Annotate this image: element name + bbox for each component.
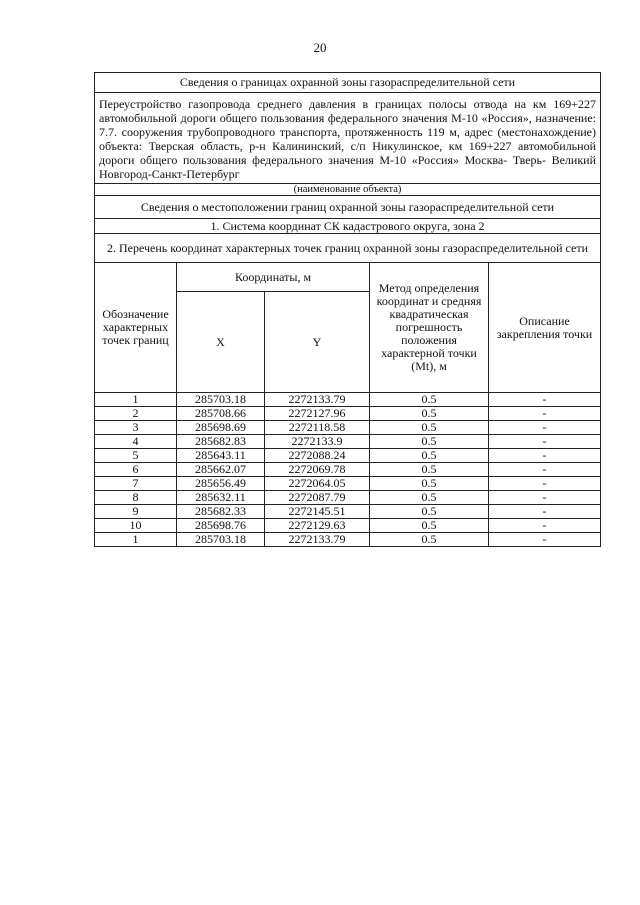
object-caption: (наименование объекта) — [95, 184, 601, 196]
cell-method: 0.5 — [370, 449, 489, 463]
cell-method: 0.5 — [370, 491, 489, 505]
cell-y: 2272088.24 — [265, 449, 370, 463]
cell-method: 0.5 — [370, 393, 489, 407]
cell-x: 285698.76 — [177, 519, 265, 533]
cell-method: 0.5 — [370, 463, 489, 477]
cell-point: 1 — [95, 393, 177, 407]
section-coordinate-system: 1. Система координат СК кадастрового округа, зона 2 — [95, 219, 601, 234]
header-description: Описание закрепления точки — [489, 263, 601, 393]
cell-method: 0.5 — [370, 505, 489, 519]
table-row — [95, 477, 601, 491]
cell-y: 2272118.58 — [265, 421, 370, 435]
cell-x: 285698.69 — [177, 421, 265, 435]
table-title: Сведения о границах охранной зоны газораспределительной сети — [95, 73, 601, 93]
cell-y: 2272133.9 — [265, 435, 370, 449]
header-point: Обозначение характерных точек границ — [95, 263, 177, 393]
cell-point: 3 — [95, 421, 177, 435]
cell-x: 285662.07 — [177, 463, 265, 477]
cell-description: - — [489, 435, 601, 449]
cell-y: 2272127.96 — [265, 407, 370, 421]
cell-point: 10 — [95, 519, 177, 533]
cell-y: 2272133.79 — [265, 533, 370, 547]
object-description: Переустройство газопровода среднего давления в границах полосы отвода на км 169+227 автомобильной дороги общего пользования федерального значения М-10 «Россия», назначение: 7.7. сооружения трубопроводного транспорта, протяженность 119 м, адрес (местонахождение) объекта: Тверская область, р-н Калининский, с/п Никулинское, км 169+227 автомобильной дороги общего пользования федерального значения М-10 «Россия» Москва- Тверь- Великий Новгород-Санкт-Петербург — [95, 93, 601, 184]
cell-x: 285682.83 — [177, 435, 265, 449]
cell-y: 2272064.05 — [265, 477, 370, 491]
header-coordinates: Координаты, м — [177, 263, 370, 292]
cell-description: - — [489, 505, 601, 519]
cell-y: 2272087.79 — [265, 491, 370, 505]
boundary-table — [94, 72, 601, 547]
cell-x: 285708.66 — [177, 407, 265, 421]
table-row — [95, 463, 601, 477]
cell-y: 2272145.51 — [265, 505, 370, 519]
cell-description: - — [489, 393, 601, 407]
cell-method: 0.5 — [370, 435, 489, 449]
cell-description: - — [489, 491, 601, 505]
table-row — [95, 393, 601, 407]
cell-method: 0.5 — [370, 477, 489, 491]
cell-point: 8 — [95, 491, 177, 505]
table-row — [95, 449, 601, 463]
table-row — [95, 435, 601, 449]
table-row — [95, 519, 601, 533]
cell-point: 6 — [95, 463, 177, 477]
cell-y: 2272133.79 — [265, 393, 370, 407]
cell-description: - — [489, 449, 601, 463]
cell-x: 285632.11 — [177, 491, 265, 505]
cell-description: - — [489, 421, 601, 435]
cell-point: 9 — [95, 505, 177, 519]
cell-x: 285656.49 — [177, 477, 265, 491]
section-points-list: 2. Перечень координат характерных точек границ охранной зоны газораспределительной сети — [95, 234, 601, 263]
cell-x: 285682.33 — [177, 505, 265, 519]
table-row — [95, 421, 601, 435]
cell-point: 5 — [95, 449, 177, 463]
cell-description: - — [489, 533, 601, 547]
header-x: X — [177, 292, 265, 393]
cell-point: 2 — [95, 407, 177, 421]
page-number: 20 — [313, 40, 327, 55]
table-row — [95, 491, 601, 505]
cell-point: 4 — [95, 435, 177, 449]
cell-description: - — [489, 463, 601, 477]
header-method: Метод определения координат и средняя квадратическая погрешность положения характерной точки (Mt), м — [370, 263, 489, 393]
cell-x: 285703.18 — [177, 393, 265, 407]
cell-method: 0.5 — [370, 519, 489, 533]
cell-description: - — [489, 477, 601, 491]
table-row — [95, 505, 601, 519]
cell-y: 2272069.78 — [265, 463, 370, 477]
cell-method: 0.5 — [370, 421, 489, 435]
cell-description: - — [489, 407, 601, 421]
cell-description: - — [489, 519, 601, 533]
header-y: Y — [265, 292, 370, 393]
cell-x: 285643.11 — [177, 449, 265, 463]
cell-point: 1 — [95, 533, 177, 547]
cell-y: 2272129.63 — [265, 519, 370, 533]
table-row — [95, 533, 601, 547]
cell-method: 0.5 — [370, 533, 489, 547]
table-row — [95, 407, 601, 421]
location-title: Сведения о местоположении границ охранной зоны газораспределительной сети — [95, 196, 601, 219]
cell-x: 285703.18 — [177, 533, 265, 547]
cell-method: 0.5 — [370, 407, 489, 421]
cell-point: 7 — [95, 477, 177, 491]
